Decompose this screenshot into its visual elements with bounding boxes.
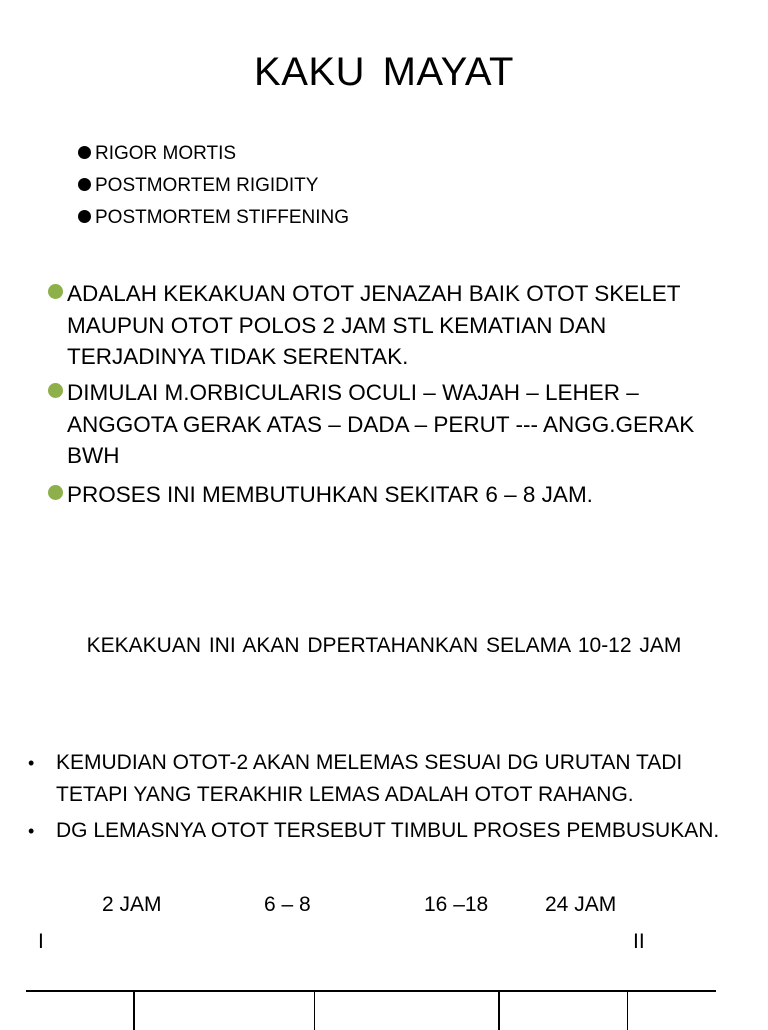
point-line: BWH	[67, 443, 120, 468]
timeline-label: 24 JAM	[545, 893, 617, 916]
bullet-dot-icon: •	[28, 753, 35, 773]
bullet-line: DG LEMASNYA OTOT TERSEBUT TIMBUL PROSES PEMBUSUKAN.	[56, 819, 720, 842]
phase-end-marker: II	[633, 930, 645, 953]
point-line: MAUPUN OTOT POLOS 2 JAM STL KEMATIAN DAN	[67, 312, 607, 338]
page-title: KAKU MAYAT	[254, 50, 514, 94]
timeline-tick	[133, 990, 135, 1030]
timeline-tick	[498, 990, 500, 1030]
point-line: ANGGOTA GERAK ATAS – DADA – PERUT --- ANGG.GERAK	[67, 411, 695, 437]
bullet-dot-icon: •	[28, 821, 35, 841]
point-line: TERJADINYA TIDAK SERENTAK.	[67, 344, 409, 369]
decomposition-bullet	[28, 815, 748, 847]
bullet-dot-icon	[78, 146, 91, 159]
timeline-tick	[627, 990, 628, 1030]
synonym-text: RIGOR MORTIS	[95, 143, 237, 164]
synonym-text: POSTMORTEM STIFFENING	[95, 207, 350, 228]
timeline-label: 16 –18	[424, 893, 489, 916]
bullet-dot-icon	[78, 210, 91, 223]
bullet-line: TETAPI YANG TERAKHIR LEMAS ADALAH OTOT RAHANG.	[56, 783, 634, 806]
green-bullet-icon	[48, 383, 63, 398]
green-bullet-icon	[48, 485, 63, 500]
timeline-tick	[314, 990, 315, 1030]
duration-point	[48, 479, 738, 511]
bullet-dot-icon	[78, 178, 91, 191]
green-bullet-icon	[48, 284, 63, 299]
relaxation-bullet	[28, 747, 748, 811]
point-line: ADALAH KEKAKUAN OTOT JENAZAH BAIK OTOT SKELET	[67, 281, 681, 306]
sequence-point	[48, 377, 738, 472]
timeline-axis	[26, 990, 716, 992]
timeline-label: 6 – 8	[264, 893, 311, 916]
bullet-line: KEMUDIAN OTOT-2 AKAN MELEMAS SESUAI DG URUTAN TADI	[56, 751, 683, 774]
synonym-text: POSTMORTEM RIGIDITY	[95, 175, 319, 196]
point-line: PROSES INI MEMBUTUHKAN SEKITAR 6 – 8 JAM.	[67, 482, 593, 507]
retention-note: KEKAKUAN INI AKAN DPERTAHANKAN SELAMA 10-12 JAM	[86, 634, 682, 657]
phase-start-marker: I	[38, 930, 44, 953]
point-line: DIMULAI M.ORBICULARIS OCULI – WAJAH – LEHER –	[67, 380, 639, 405]
definition-point	[48, 278, 738, 373]
timeline-label: 2 JAM	[102, 893, 162, 916]
